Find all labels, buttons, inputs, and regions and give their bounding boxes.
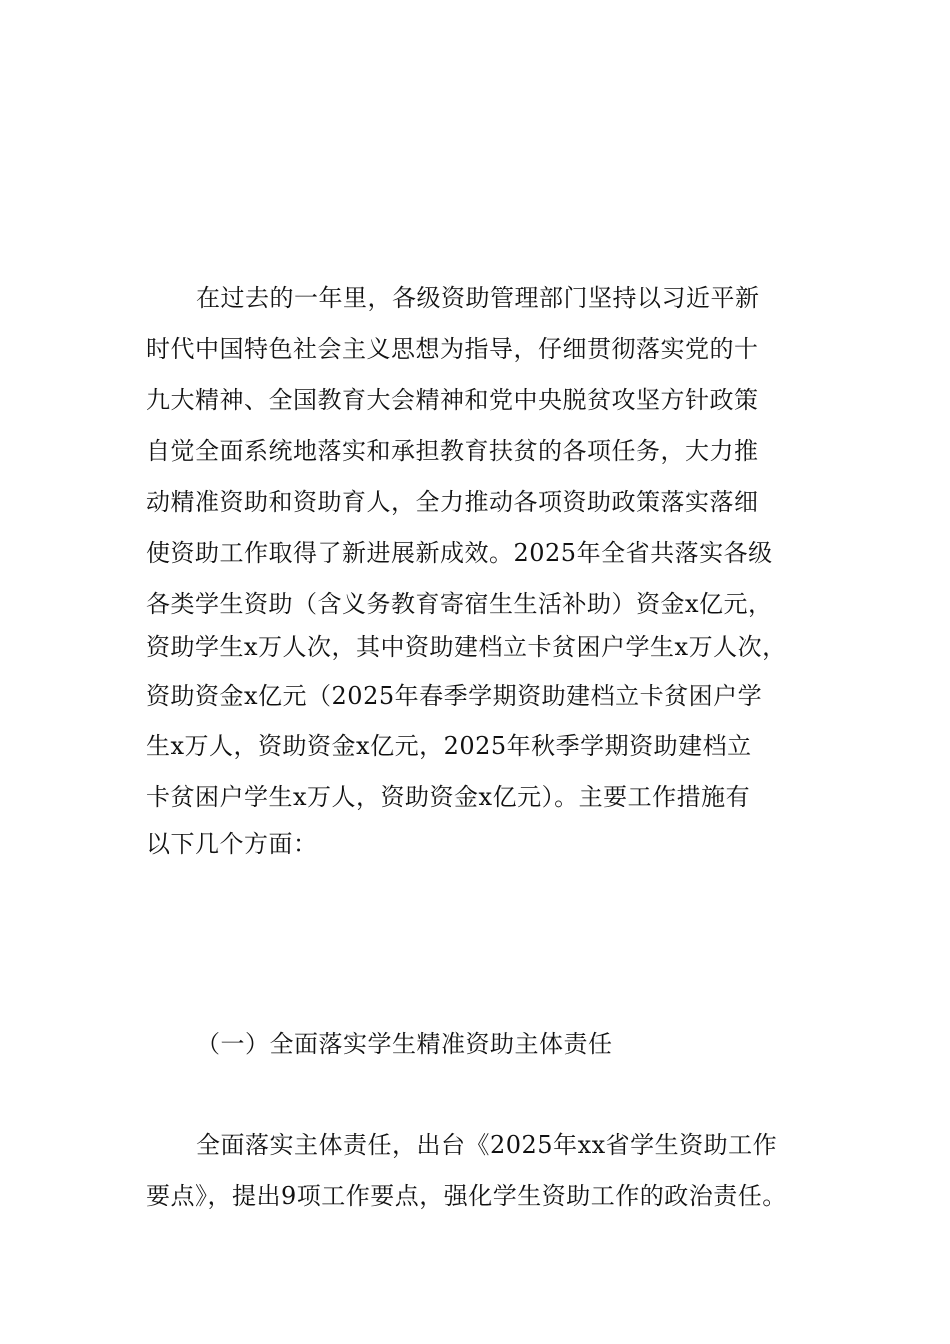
paragraph-1-line-11: 卡贫困户学生x万人，资助资金x亿元）。主要工作措施有: [146, 783, 751, 811]
paragraph-1-line-8: 资助学生x万人次，其中资助建档立卡贫困户学生x万人次，: [146, 633, 787, 661]
paragraph-2-line-1: 全面落实主体责任，出台《2025年xx省学生资助工作: [196, 1131, 778, 1159]
paragraph-1-line-6: 使资助工作取得了新进展新成效。2025年全省共落实各级: [146, 539, 773, 567]
paragraph-1-line-12: 以下几个方面：: [146, 830, 318, 858]
paragraph-1-line-1: 在过去的一年里，各级资助管理部门坚持以习近平新: [196, 284, 760, 312]
paragraph-1-line-4: 自觉全面系统地落实和承担教育扶贫的各项任务，大力推: [146, 437, 759, 465]
paragraph-2-line-2: 要点》，提出9项工作要点，强化学生资助工作的政治责任。: [146, 1182, 787, 1210]
paragraph-1-line-10: 生x万人，资助资金x亿元，2025年秋季学期资助建档立: [146, 732, 752, 760]
section-heading: （一）全面落实学生精准资助主体责任: [196, 1030, 613, 1058]
paragraph-1-line-3: 九大精神、全国教育大会精神和党中央脱贫攻坚方针政策: [146, 386, 759, 414]
paragraph-1-line-7: 各类学生资助（含义务教育寄宿生生活补助）资金x亿元，: [146, 590, 773, 618]
paragraph-1-line-9: 资助资金x亿元（2025年春季学期资助建档立卡贫困户学: [146, 682, 763, 710]
paragraph-1-line-2: 时代中国特色社会主义思想为指导，仔细贯彻落实党的十: [146, 335, 759, 363]
paragraph-1-line-5: 动精准资助和资助育人，全力推动各项资助政策落实落细: [146, 488, 759, 516]
